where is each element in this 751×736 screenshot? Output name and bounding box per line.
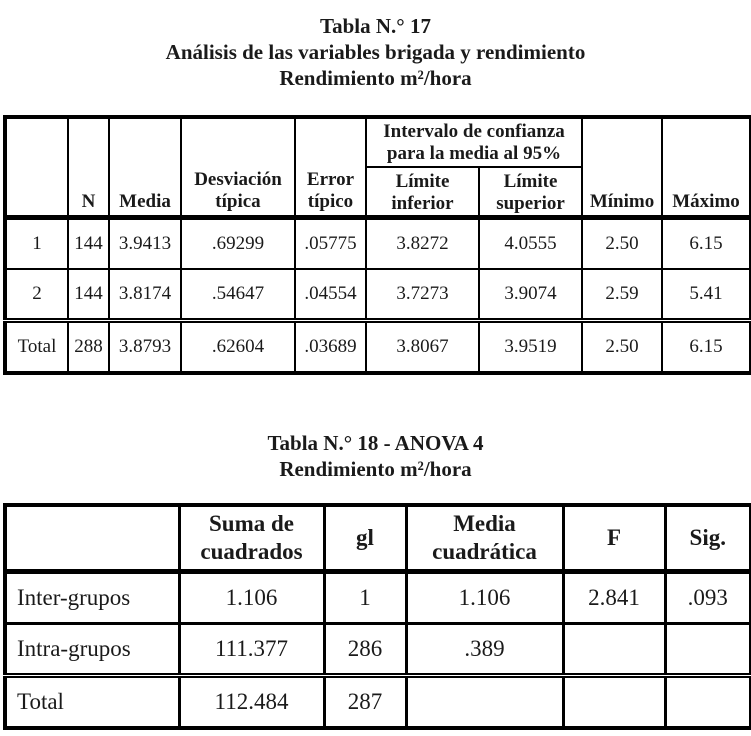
cell-maximo: 6.15 xyxy=(662,217,751,269)
cell-n: 288 xyxy=(68,320,109,373)
cell-f: 2.841 xyxy=(563,572,665,624)
cell-gl: 287 xyxy=(324,676,406,729)
descriptives-table xyxy=(3,115,751,375)
table-row xyxy=(5,217,751,269)
header-limite-inferior: Límite inferior xyxy=(366,167,479,217)
cell-maximo: 6.15 xyxy=(662,320,751,373)
cell-limite-superior: 3.9074 xyxy=(479,269,582,321)
cell-minimo: 2.50 xyxy=(582,320,662,373)
cell-source: Intra-grupos xyxy=(5,624,179,676)
cell-suma: 112.484 xyxy=(179,676,324,729)
header-suma: Suma de cuadrados xyxy=(179,505,324,572)
header-media-cuadratica: Media cuadrática xyxy=(406,505,563,572)
cell-f xyxy=(563,624,665,676)
header-n: N xyxy=(68,117,109,217)
cell-media: 3.8174 xyxy=(109,269,181,321)
cell-media-cuadratica: 1.106 xyxy=(406,572,563,624)
cell-error: .05775 xyxy=(295,217,366,269)
table-row xyxy=(5,624,751,676)
cell-n: 144 xyxy=(68,269,109,321)
header-group xyxy=(5,117,68,217)
cell-desviacion: .54647 xyxy=(181,269,295,321)
cell-sig xyxy=(665,624,751,676)
cell-limite-inferior: 3.7273 xyxy=(366,269,479,321)
cell-media: 3.8793 xyxy=(109,320,181,373)
cell-gl: 1 xyxy=(324,572,406,624)
table17-subtitle: Análisis de las variables brigada y rendimiento xyxy=(165,40,586,64)
header-gl: gl xyxy=(324,505,406,572)
cell-error: .03689 xyxy=(295,320,366,373)
table17-unit: Rendimiento m²/hora xyxy=(279,66,472,90)
cell-f xyxy=(563,676,665,729)
table-row-total xyxy=(5,320,751,373)
table-row xyxy=(5,269,751,321)
cell-n: 144 xyxy=(68,217,109,269)
cell-desviacion: .62604 xyxy=(181,320,295,373)
header-limite-superior: Límite superior xyxy=(479,167,582,217)
header-source xyxy=(5,505,179,572)
header-error: Error típico xyxy=(295,117,366,217)
cell-minimo: 2.59 xyxy=(582,269,662,321)
table-row xyxy=(5,572,751,624)
cell-source: Inter-grupos xyxy=(5,572,179,624)
cell-error: .04554 xyxy=(295,269,366,321)
cell-source: Total xyxy=(5,676,179,729)
cell-suma: 1.106 xyxy=(179,572,324,624)
cell-media: 3.9413 xyxy=(109,217,181,269)
cell-gl: 286 xyxy=(324,624,406,676)
cell-group: Total xyxy=(5,320,68,373)
cell-media-cuadratica xyxy=(406,676,563,729)
header-desviacion: Desviación típica xyxy=(181,117,295,217)
cell-group: 1 xyxy=(5,217,68,269)
header-media: Media xyxy=(109,117,181,217)
cell-limite-inferior: 3.8067 xyxy=(366,320,479,373)
cell-sig: .093 xyxy=(665,572,751,624)
cell-sig xyxy=(665,676,751,729)
anova-table xyxy=(3,503,751,730)
cell-limite-inferior: 3.8272 xyxy=(366,217,479,269)
header-minimo: Mínimo xyxy=(582,117,662,217)
table17-caption xyxy=(0,13,751,91)
header-intervalo: Intervalo de confianza para la media al 95% xyxy=(366,117,582,167)
cell-suma: 111.377 xyxy=(179,624,324,676)
cell-maximo: 5.41 xyxy=(662,269,751,321)
cell-limite-superior: 3.9519 xyxy=(479,320,582,373)
table18-caption xyxy=(0,430,751,482)
header-sig: Sig. xyxy=(665,505,751,572)
cell-limite-superior: 4.0555 xyxy=(479,217,582,269)
cell-group: 2 xyxy=(5,269,68,321)
cell-desviacion: .69299 xyxy=(181,217,295,269)
table18-unit: Rendimiento m²/hora xyxy=(279,457,472,481)
table-row-total xyxy=(5,676,751,729)
table17-title: Tabla N.° 17 xyxy=(320,14,431,38)
cell-media-cuadratica: .389 xyxy=(406,624,563,676)
cell-minimo: 2.50 xyxy=(582,217,662,269)
table18-title: Tabla N.° 18 - ANOVA 4 xyxy=(267,431,484,455)
header-f: F xyxy=(563,505,665,572)
header-maximo: Máximo xyxy=(662,117,751,217)
